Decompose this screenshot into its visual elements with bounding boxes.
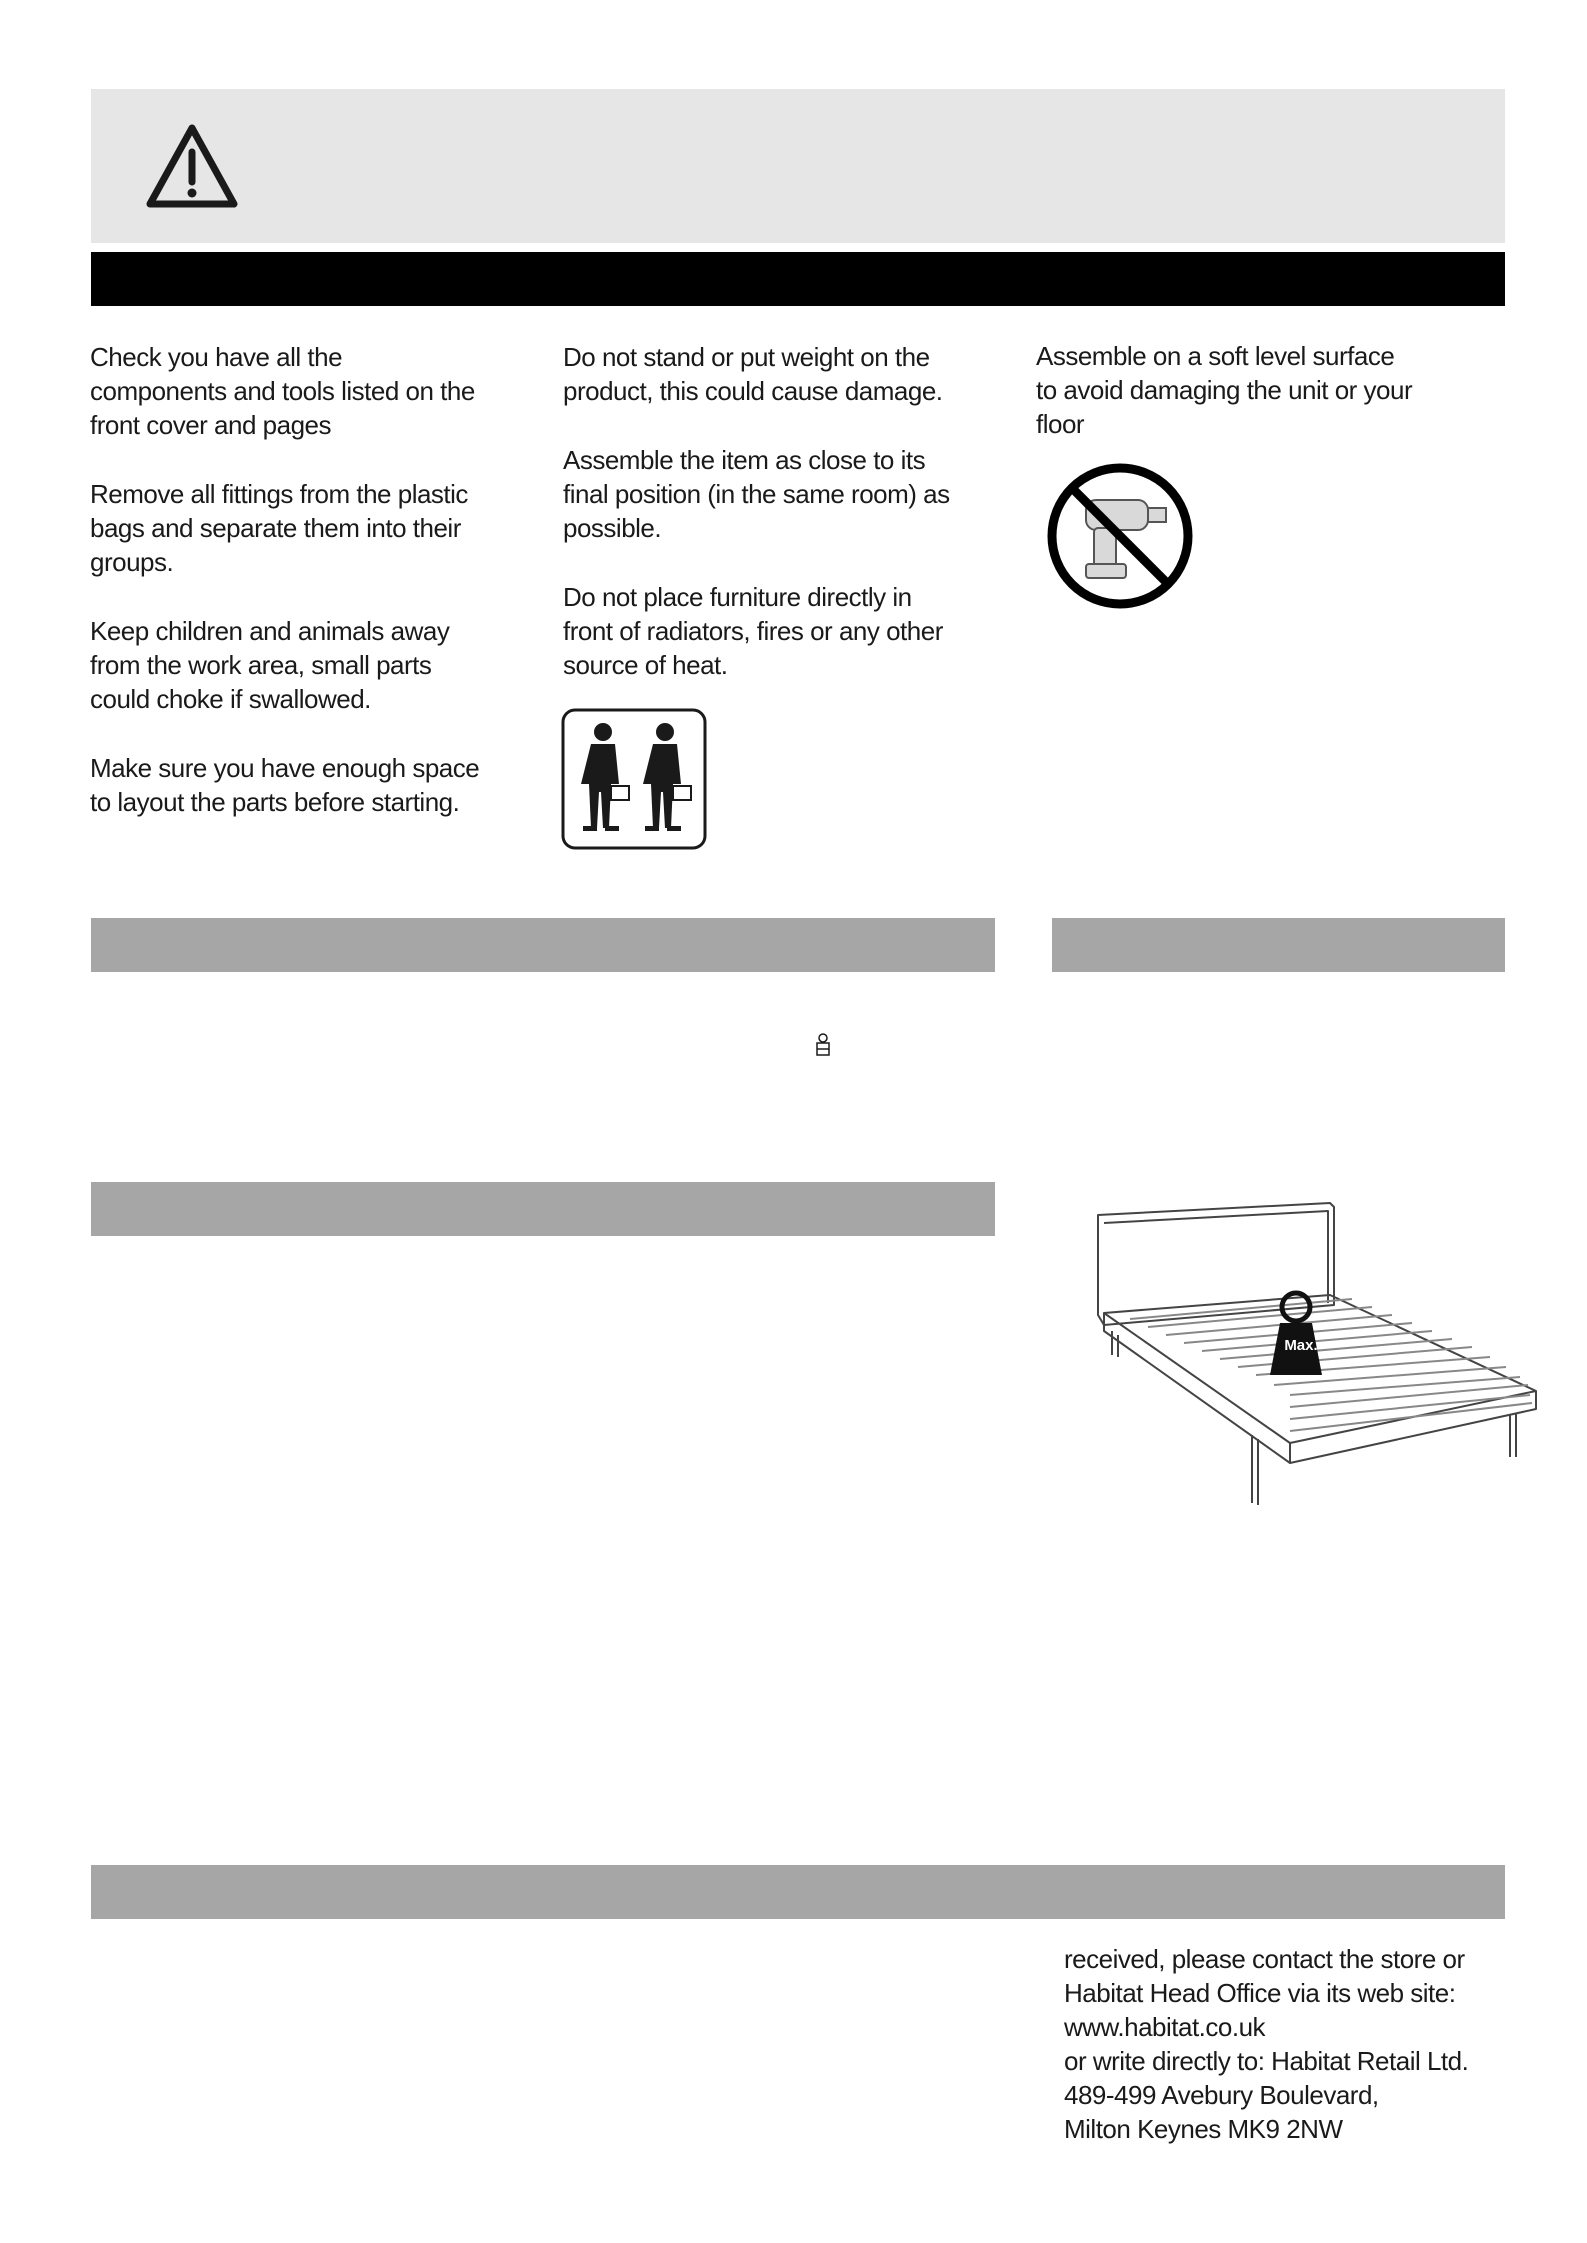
- safety-note-final-position: Assemble the item as close to its final position (in the same room) as possible.: [563, 445, 950, 543]
- safety-note-heat-sources: Do not place furniture directly in front of radiators, fires or any other source of heat.: [563, 582, 943, 680]
- safety-note-children-animals: Keep children and animals away from the work area, small parts could choke if swallowed.: [90, 616, 450, 714]
- section-bar-right-1: [1052, 918, 1505, 972]
- small-person-icon: [815, 1033, 831, 1057]
- safety-note-layout-space: Make sure you have enough space to layout the parts before starting.: [90, 753, 480, 817]
- section-bar-bottom: [91, 1865, 1505, 1919]
- max-weight-label: Max.: [1284, 1337, 1318, 1354]
- bed-max-weight-illustration: [1090, 1195, 1540, 1515]
- safety-note-soft-surface: Assemble on a soft level surface to avoid damaging the unit or your floor: [1036, 341, 1413, 439]
- no-power-drill-icon: [1046, 462, 1194, 610]
- contact-info: received, please contact the store or Habitat Head Office via its web site: www.habitat.co.uk or write directly to: Habitat Retail Ltd. 489-499 Avebury Boulevard, Milton Keynes MK9 2NW: [1064, 1944, 1469, 2144]
- warning-band: [91, 89, 1505, 243]
- two-person-assembly-icon: [561, 708, 707, 850]
- safety-note-remove-fittings: Remove all fittings from the plastic bags and separate them into their groups.: [90, 479, 468, 577]
- safety-note-check-components: Check you have all the components and tools listed on the front cover and pages: [90, 342, 475, 440]
- warning-triangle-icon: [144, 122, 240, 212]
- section-bar-left-1: [91, 918, 995, 972]
- safety-note-no-weight: Do not stand or put weight on the product, this could cause damage.: [563, 342, 943, 406]
- section-bar-left-2: [91, 1182, 995, 1236]
- section-header-bar: [91, 252, 1505, 306]
